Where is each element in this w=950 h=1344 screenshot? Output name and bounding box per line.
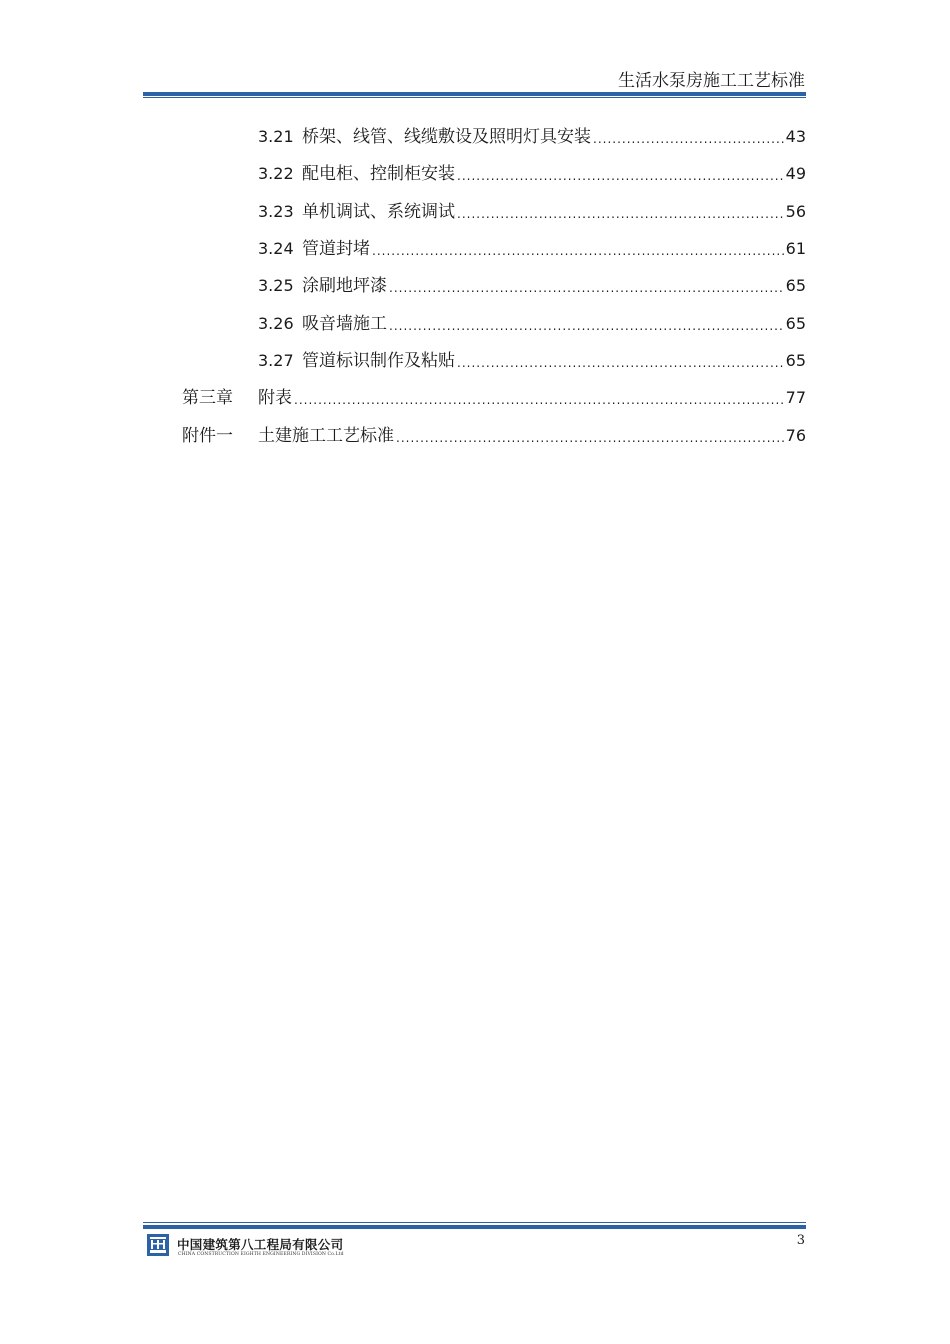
footer-rule-thin [143, 1222, 806, 1223]
toc-entry-title: 土建施工工艺标准 [258, 426, 394, 446]
toc-entry-number: 3.24 [258, 239, 294, 258]
toc-entry-number: 附件一 [182, 426, 233, 446]
toc-leader-dots [457, 205, 784, 223]
toc-entry-title: 单机调试、系统调试 [302, 202, 455, 222]
toc-entry-page: 56 [785, 202, 806, 221]
header-rule-thick [143, 92, 806, 96]
toc-entry-page: 43 [785, 127, 806, 146]
toc-leader-dots [389, 317, 784, 335]
toc-leader-dots [389, 279, 784, 297]
toc-entry-number: 3.21 [258, 127, 294, 146]
toc-entry-title: 涂刷地坪漆 [302, 276, 387, 296]
toc-entry-page: 65 [785, 314, 806, 333]
toc-entry-number: 3.25 [258, 276, 294, 295]
toc-entry-page: 65 [785, 351, 806, 370]
toc-entry-page: 61 [785, 239, 806, 258]
toc-entry-title: 吸音墙施工 [302, 314, 387, 334]
toc-entry-page: 76 [785, 426, 806, 445]
toc-entry-title: 配电柜、控制柜安装 [302, 164, 455, 184]
toc-entry-title: 桥架、线管、线缆敷设及照明灯具安装 [302, 127, 591, 147]
toc-entry-page: 65 [785, 276, 806, 295]
toc-entry[interactable] [258, 159, 806, 185]
toc-entry-title: 管道封堵 [302, 239, 370, 259]
toc-entry-number: 3.22 [258, 164, 294, 183]
toc-entry[interactable] [258, 122, 806, 148]
toc-entry-number: 3.23 [258, 202, 294, 221]
footer-company-name-cn: 中国建筑第八工程局有限公司 [177, 1237, 344, 1252]
toc-entry-title: 附表 [258, 388, 292, 408]
toc-leader-dots [372, 242, 784, 260]
toc-entry[interactable] [258, 346, 806, 372]
toc-entry-page: 49 [785, 164, 806, 183]
cscec-logo-icon [147, 1234, 169, 1256]
toc-entry[interactable] [258, 309, 806, 335]
toc-entry[interactable] [182, 421, 806, 447]
toc-leader-dots [457, 167, 784, 185]
toc-entry-number: 第三章 [182, 388, 233, 408]
footer-company-name-en: CHINA CONSTRUCTION EIGHTH ENGINEERING DIVISION Co.Ltd [178, 1252, 344, 1257]
toc-entry-number: 3.27 [258, 351, 294, 370]
toc-entry[interactable] [258, 234, 806, 260]
header-rule-thin [143, 97, 806, 98]
toc-entry[interactable] [182, 383, 806, 409]
toc-leader-dots [396, 429, 784, 447]
toc-entry-title: 管道标识制作及粘贴 [302, 351, 455, 371]
toc-leader-dots [593, 130, 784, 148]
toc-entry-page: 77 [785, 388, 806, 407]
footer-rule-thick [143, 1225, 806, 1229]
toc-leader-dots [457, 354, 784, 372]
toc-leader-dots [294, 391, 784, 409]
header-title: 生活水泵房施工工艺标准 [618, 71, 805, 91]
toc-entry[interactable] [258, 197, 806, 223]
toc-entry-number: 3.26 [258, 314, 294, 333]
page-number: 3 [796, 1233, 805, 1248]
toc-entry[interactable] [258, 271, 806, 297]
